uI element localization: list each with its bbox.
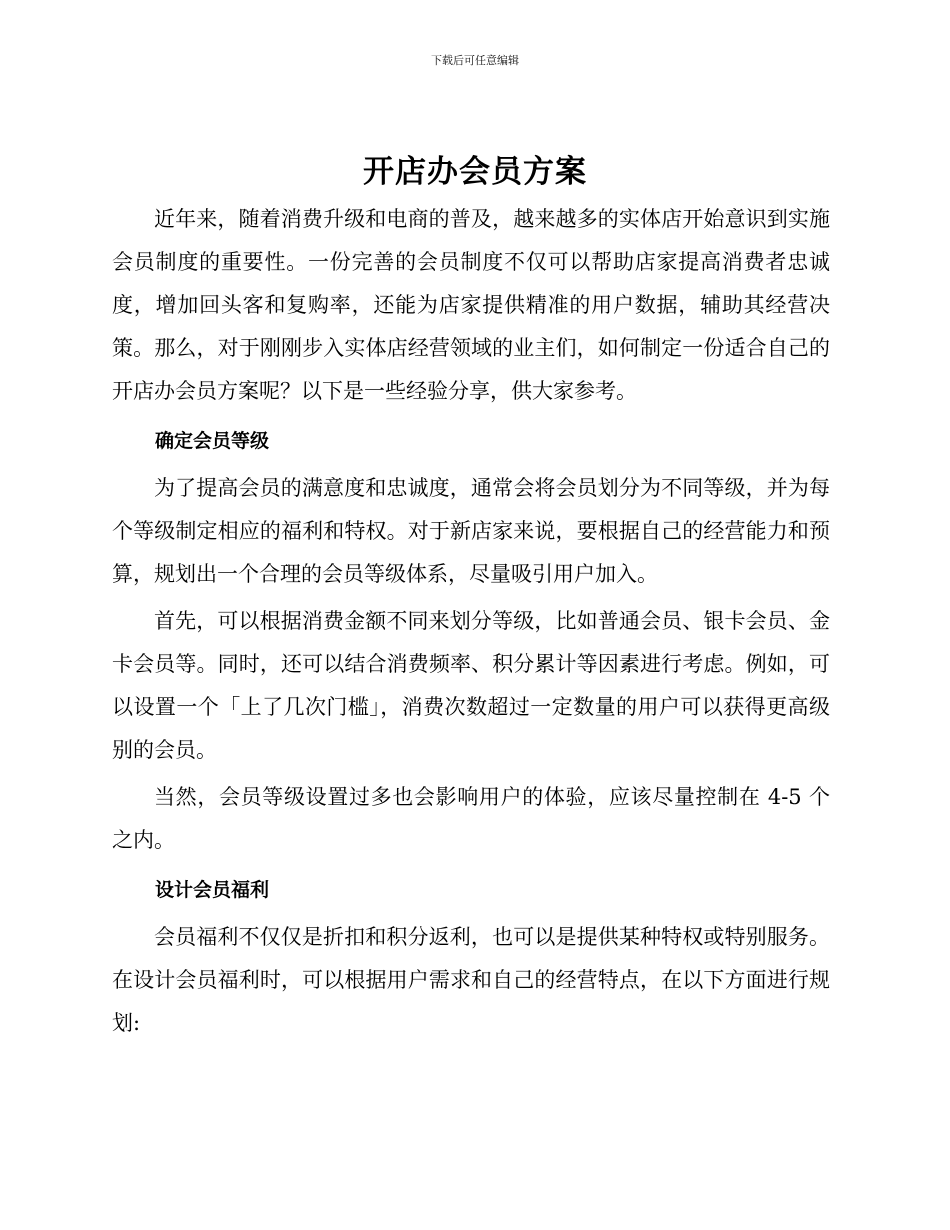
- levels-paragraph-3: 当然，会员等级设置过多也会影响用户的体验，应该尽量控制在 4-5 个之内。: [112, 785, 830, 852]
- levels-paragraph-1: 为了提高会员的满意度和忠诚度，通常会将会员划分为不同等级，并为每个等级制定相应的福利和特权。对于新店家来说，要根据自己的经营能力和预算，规划出一个合理的会员等级体系，尽量吸引用户加入。: [112, 476, 830, 586]
- section-heading-benefits: 设计会员福利: [155, 879, 270, 901]
- document-title: 开店办会员方案: [363, 154, 587, 190]
- benefits-paragraph-1: 会员福利不仅仅是折扣和积分返利，也可以是提供某种特权或特别服务。在设计会员福利时，可以根据用户需求和自己的经营特点，在以下方面进行规划:: [112, 925, 830, 1035]
- levels-paragraph-2: 首先，可以根据消费金额不同来划分等级，比如普通会员、银卡会员、金卡会员等。同时，还可以结合消费频率、积分累计等因素进行考虑。例如，可以设置一个「上了几次门槛」，消费次数超过一定数量的用户可以获得更高级别的会员。: [112, 609, 830, 762]
- section-heading-levels: 确定会员等级: [155, 430, 270, 452]
- header-note: 下载后可任意编辑: [431, 54, 519, 67]
- intro-paragraph: 近年来，随着消费升级和电商的普及，越来越多的实体店开始意识到实施会员制度的重要性。一份完善的会员制度不仅可以帮助店家提高消费者忠诚度，增加回头客和复购率，还能为店家提供精准的用户数据，辅助其经营决策。那么，对于刚刚步入实体店经营领域的业主们，如何制定一份适合自己的开店办会员方案呢？以下是一些经验分享，供大家参考。: [112, 207, 830, 403]
- document-body: [112, 198, 830, 1045]
